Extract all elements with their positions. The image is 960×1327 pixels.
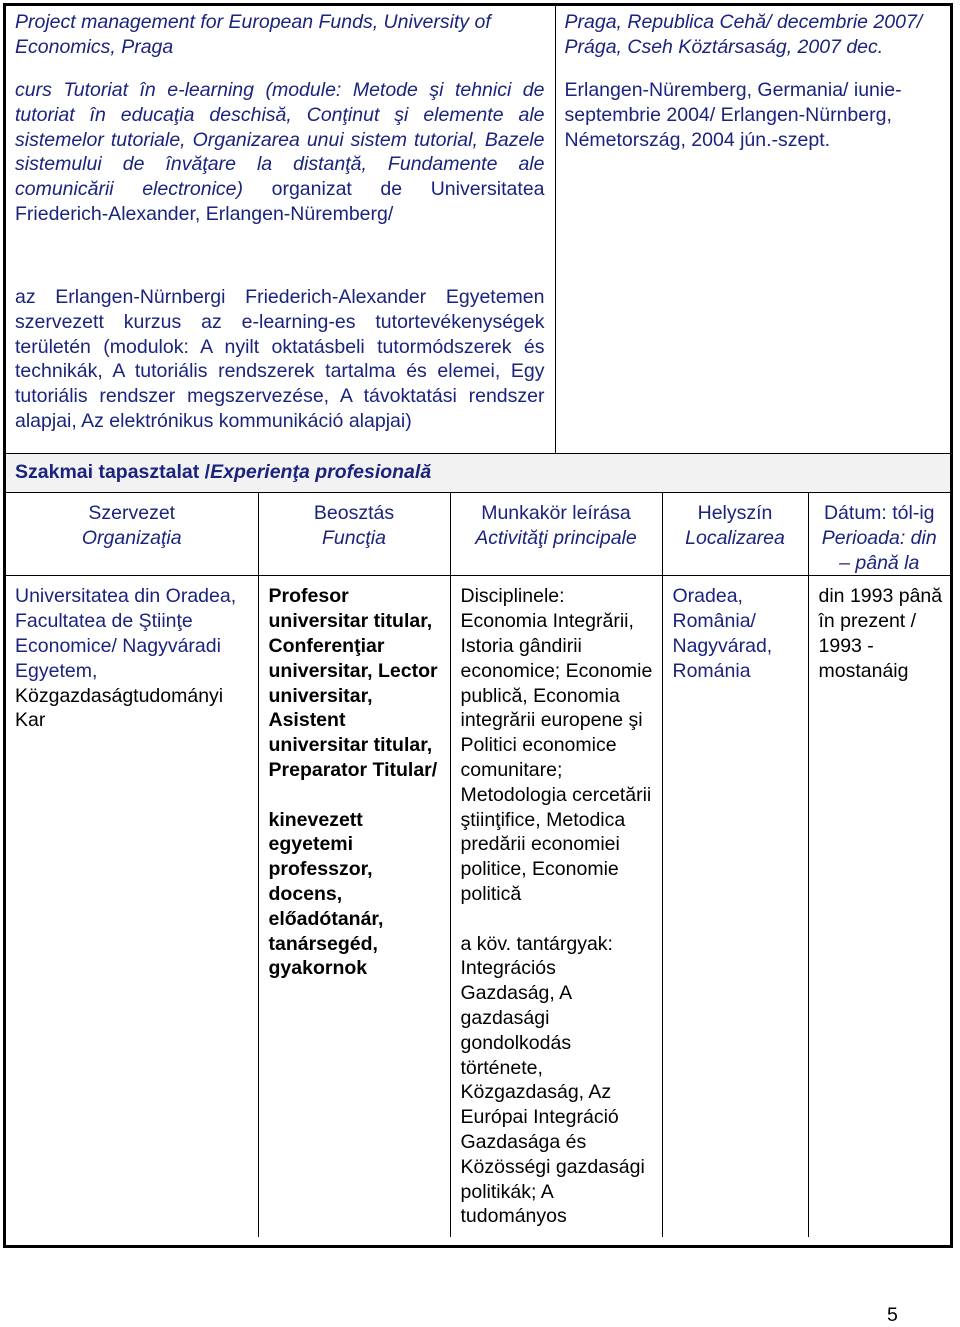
col-header-position: Beosztás Funcţia — [258, 493, 450, 576]
erlangen-course-hu: az Erlangen-Nürnbergi Friederich-Alexander Egyetemen szervezett kurzus az e-learning-es tutortevékenységek területén (modulok: A nyilt oktatásbeli tutormódszerek és technikák, A tutoriális rendszerek tartalma és elemei, Egy tutoriális rendszer megszervezése, A távoktatási rendszer alapjai, Az elektrónikus kommunikáció alapjai) — [15, 286, 545, 432]
col-header-org: Szervezet Organizaţia — [6, 493, 258, 576]
erlangen-course-ro: curs Tutoriat în e-learning (module: Metode şi tehnici de tutoriat în educaţia deschisă, Conţinut şi elemente ale sistemelor tutoriale, Organizarea unui sistem tutorial, Bazele sistemului de învăţare la distanţă, Fundamente ale comunicării electronice) organizat de Universitatea Friederich-Alexander, Erlangen-Nüremberg/ — [15, 79, 545, 225]
top-row-2 — [6, 62, 950, 267]
top-row-3 — [6, 267, 950, 453]
section-title-ro: Experienţa profesională — [210, 461, 432, 483]
col-header-location: Helyszín Localizarea — [662, 493, 808, 576]
section-header — [6, 453, 950, 493]
cell-description: Disciplinele: Economia Integrării, Istoria gândirii economice; Economie publică, Economia integrării europene şi Politici economice comunitare; Metodologia cercetării ştiinţifice, Metodica predării economiei politice, Economie politică a köv. tantárgyak: Integrációs Gazdaság, A gazdasági gondolkodás története, Közgazdaság, Az Európai Integráció Gazdasága és Közösségi gazdasági politikák; A tudományos — [450, 576, 662, 1237]
col-header-date: Dátum: tól-ig Perioada: din – până la — [808, 493, 950, 576]
erlangen-location-date: Erlangen-Nüremberg, Germania/ iunie-septembrie 2004/ Erlangen-Nürnberg, Németország, 2004 jún.-szept. — [564, 79, 902, 151]
prague-location-date: Praga, Republica Cehă/ decembrie 2007/ Prága, Cseh Köztársaság, 2007 dec. — [564, 11, 923, 58]
page-number: 5 — [887, 1304, 898, 1326]
experience-table — [6, 493, 950, 1237]
experience-row — [6, 576, 950, 1237]
cell-organization: Universitatea din Oradea, Facultatea de Ştiinţe Economice/ Nagyváradi Egyetem, Közgazdaságtudományi Kar — [6, 576, 258, 1237]
document-frame — [3, 3, 953, 1248]
prague-course-title: Project management for European Funds, University of Economics, Praga — [15, 11, 491, 58]
cell-position: Profesor universitar titular, Conferenţiar universitar, Lector universitar, Asistent universitar titular, Preparator Titular/ kinevezett egyetemi professzor, docens, előadótanár, tanársegéd, gyakornok — [258, 576, 450, 1237]
top-table — [6, 6, 950, 453]
section-title-hu: Szakmai tapasztalat / — [15, 461, 211, 483]
cell-location: Oradea, România/ Nagyvárad, Románia — [662, 576, 808, 1237]
col-header-description: Munkakör leírása Activităţi principale — [450, 493, 662, 576]
experience-header-row — [6, 493, 950, 576]
top-row-1 — [6, 6, 950, 62]
cell-date: din 1993 până în prezent / 1993 - mostanáig — [818, 585, 943, 682]
